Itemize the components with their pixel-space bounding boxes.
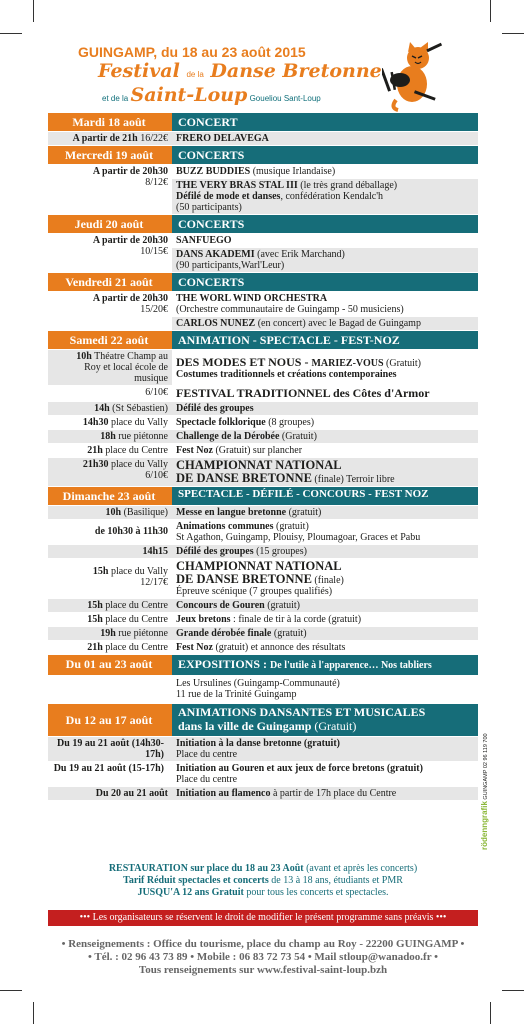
program-row <box>48 787 478 801</box>
row-event: Spectacle folklorique (8 groupes) <box>172 416 478 429</box>
row-time: 10h Théatre Champ au Roy et local école de musique <box>48 350 172 385</box>
row-time: 21h place du Centre <box>48 641 172 654</box>
program-table <box>48 113 478 801</box>
row-time: 15h place du Vally 12/17€ <box>48 559 172 598</box>
row-event: Initiation au Gouren et aux jeux de force bretons (gratuit) Place du centre <box>172 762 478 786</box>
row-time: A partir de 20h30 10/15€ <box>48 234 172 258</box>
row-event: SANFUEGO <box>172 234 478 258</box>
row-time <box>48 248 172 272</box>
saint-loup-line <box>102 84 321 106</box>
row-event: DES MODES ET NOUS - MARIEZ-VOUS (Gratuit) Costumes traditionnels et créations contemporaines <box>172 350 478 385</box>
program-row <box>48 292 478 317</box>
day-type: CONCERTS <box>172 146 478 164</box>
row-event: THE VERY BRAS STAL III (le très grand déballage) Défilé de mode et danses, confédération Kendalc'h (50 participants) <box>172 179 478 214</box>
program-row <box>48 559 478 599</box>
program-row <box>48 350 478 386</box>
program-row <box>48 416 478 430</box>
program-row <box>48 386 478 402</box>
program-row <box>48 737 478 762</box>
row-event: Fest Noz (Gratuit) sur plancher <box>172 444 478 457</box>
row-event: CARLOS NUNEZ (en concert) avec le Bagad de Guingamp <box>172 317 478 330</box>
row-time: 14h30 place du Vally <box>48 416 172 429</box>
crop-mark <box>490 0 491 22</box>
program-row <box>48 599 478 613</box>
row-time: A partir de 20h30 15/20€ <box>48 292 172 316</box>
crop-mark <box>0 33 22 34</box>
footer-line: Tarif Réduit spectacles et concerts de 13 à 18 ans, étudiants et PMR <box>123 875 403 886</box>
program-row <box>48 506 478 520</box>
row-time: 10h (Basilique) <box>48 506 172 519</box>
row-event: BUZZ BUDDIES (musique Irlandaise) <box>172 165 478 189</box>
row-time <box>48 317 172 330</box>
program-row <box>48 444 478 458</box>
crop-mark <box>33 0 34 22</box>
day-type: SPECTACLE - DÉFILÉ - CONCOURS - FEST NOZ <box>172 487 478 505</box>
row-time: 15h place du Centre <box>48 599 172 612</box>
footer-line: JUSQU'A 12 ans Gratuit pour tous les concerts et spectacles. <box>137 887 389 898</box>
de-la-word: de la <box>186 70 204 79</box>
day-header <box>48 146 478 165</box>
row-event: Grande dérobée finale (gratuit) <box>172 627 478 640</box>
day-header <box>48 113 478 132</box>
program-row <box>48 627 478 641</box>
et-de-la-word: et de la <box>102 94 129 103</box>
day-type: ANIMATION - SPECTACLE - FEST-NOZ <box>172 331 478 349</box>
program-row <box>48 132 478 146</box>
row-event: Les Ursulines (Guingamp-Communauté) 11 rue de la Trinité Guingamp <box>172 676 478 701</box>
crop-mark <box>502 990 524 991</box>
danse-bretonne-word: Danse Bretonne <box>210 60 382 82</box>
printer-credit <box>480 700 494 850</box>
day-header <box>48 215 478 234</box>
program-row <box>48 613 478 627</box>
day-date: Mercredi 19 août <box>48 146 172 164</box>
program-row <box>48 317 478 331</box>
row-time: A partir de 21h 16/22€ <box>48 132 172 145</box>
day-header <box>48 704 478 737</box>
row-event: THE WORL WIND ORCHESTRA (Orchestre communautaire de Guingamp - 50 musiciens) <box>172 292 478 316</box>
program-row <box>48 430 478 444</box>
row-event: Animations communes (gratuit) St Agathon, Guingamp, Plouisy, Ploumagoar, Graces et Pabu <box>172 520 478 544</box>
footer-info <box>48 863 478 899</box>
row-event: Initiation à la danse bretonne (gratuit) Place du centre <box>172 737 478 761</box>
program-row <box>48 458 478 487</box>
row-time: 18h rue piétonne <box>48 430 172 443</box>
row-time: Du 19 au 21 août (14h30-17h) <box>48 737 172 761</box>
day-header <box>48 331 478 350</box>
row-event: Jeux bretons : finale de tir à la corde (gratuit) <box>172 613 478 626</box>
row-event: Messe en langue bretonne (gratuit) <box>172 506 478 519</box>
program-row <box>48 545 478 559</box>
row-time <box>48 179 172 214</box>
row-time: 14h15 <box>48 545 172 558</box>
cat-bagpipe-logo <box>382 42 444 112</box>
row-time: 21h30 place du Vally 6/10€ <box>48 458 172 486</box>
day-date: Samedi 22 août <box>48 331 172 349</box>
row-event: FESTIVAL TRADITIONNEL des Côtes d'Armor <box>172 386 478 401</box>
day-date: Dimanche 23 août <box>48 487 172 505</box>
day-type: CONCERT <box>172 113 478 131</box>
printer-text: GUINGAMP 02 96 119 700 <box>483 733 489 800</box>
row-time: de 10h30 à 11h30 <box>48 520 172 544</box>
row-event: CHAMPIONNAT NATIONAL DE DANSE BRETONNE (finale) Épreuve scénique (7 groupes qualifiés) <box>172 559 478 598</box>
contact-line: • Tél. : 02 96 43 73 89 • Mobile : 06 83 72 73 54 • Mail stloup@wanadoo.fr • <box>87 951 439 963</box>
day-type: EXPOSITIONS : De l'utile à l'apparence… Nos tabliers <box>172 655 478 675</box>
day-type: ANIMATIONS DANSANTES ET MUSICALES dans la ville de Guingamp (Gratuit) <box>172 704 478 736</box>
row-event: FRERO DELAVEGA <box>172 132 478 145</box>
day-header <box>48 655 478 676</box>
row-time: A partir de 20h30 8/12€ <box>48 165 172 189</box>
day-date: Du 01 au 23 août <box>48 655 172 675</box>
contact-info <box>40 938 486 977</box>
row-time: 14h (St Sébastien) <box>48 402 172 415</box>
crop-mark <box>0 990 22 991</box>
row-time: 6/10€ <box>48 386 172 401</box>
day-date: Du 12 au 17 août <box>48 704 172 736</box>
day-header <box>48 487 478 506</box>
day-date: Mardi 18 août <box>48 113 172 131</box>
program-row <box>48 641 478 655</box>
contact-line: • Renseignements : Office du tourisme, place du champ au Roy - 22200 GUINGAMP • <box>61 938 465 950</box>
program-row <box>48 676 478 702</box>
gueliou-word: Goueliou Sant-Loup <box>249 94 321 103</box>
row-time: 21h place du Centre <box>48 444 172 457</box>
row-event: Challenge de la Dérobée (Gratuit) <box>172 430 478 443</box>
printer-logo: rödenngrafik <box>480 801 489 850</box>
program-row <box>48 179 478 215</box>
header-dates: GUINGAMP, du 18 au 23 août 2015 <box>78 44 306 60</box>
crop-mark <box>33 1002 34 1024</box>
day-header <box>48 273 478 292</box>
program-row <box>48 520 478 545</box>
row-event: Fest Noz (gratuit) et annonce des résultats <box>172 641 478 654</box>
notice-banner: ••• Les organisateurs se réservent le droit de modifier le présent programme sans préavis ••• <box>48 910 478 926</box>
day-type: CONCERTS <box>172 273 478 291</box>
row-time: Du 19 au 21 août (15-17h) <box>48 762 172 786</box>
row-event: DANS AKADEMI (avec Erik Marchand) (90 participants,Warl'Leur) <box>172 248 478 272</box>
row-event: CHAMPIONNAT NATIONAL DE DANSE BRETONNE (finale) Terroir libre <box>172 458 478 486</box>
row-event: Initiation au flamenco à partir de 17h place du Centre <box>172 787 478 800</box>
program-row <box>48 402 478 416</box>
row-time <box>48 676 172 701</box>
row-time: 15h place du Centre <box>48 613 172 626</box>
row-time: Du 20 au 21 août <box>48 787 172 800</box>
contact-line: Tous renseignements sur www.festival-saint-loup.bzh <box>138 964 388 976</box>
day-date: Vendredi 21 août <box>48 273 172 291</box>
row-event: Défilé des groupes (15 groupes) <box>172 545 478 558</box>
program-row <box>48 248 478 273</box>
row-time: 19h rue piétonne <box>48 627 172 640</box>
saint-loup-word: Saint-Loup <box>130 84 248 106</box>
row-event: Concours de Gouren (gratuit) <box>172 599 478 612</box>
program-row <box>48 762 478 787</box>
day-date: Jeudi 20 août <box>48 215 172 233</box>
day-type: CONCERTS <box>172 215 478 233</box>
footer-line: RESTAURATION sur place du 18 au 23 Août (avant et après les concerts) <box>108 863 418 874</box>
festival-word: Festival <box>98 60 180 82</box>
row-event: Défilé des groupes <box>172 402 478 415</box>
crop-mark <box>490 1002 491 1024</box>
festival-title <box>98 60 382 82</box>
crop-mark <box>502 33 524 34</box>
